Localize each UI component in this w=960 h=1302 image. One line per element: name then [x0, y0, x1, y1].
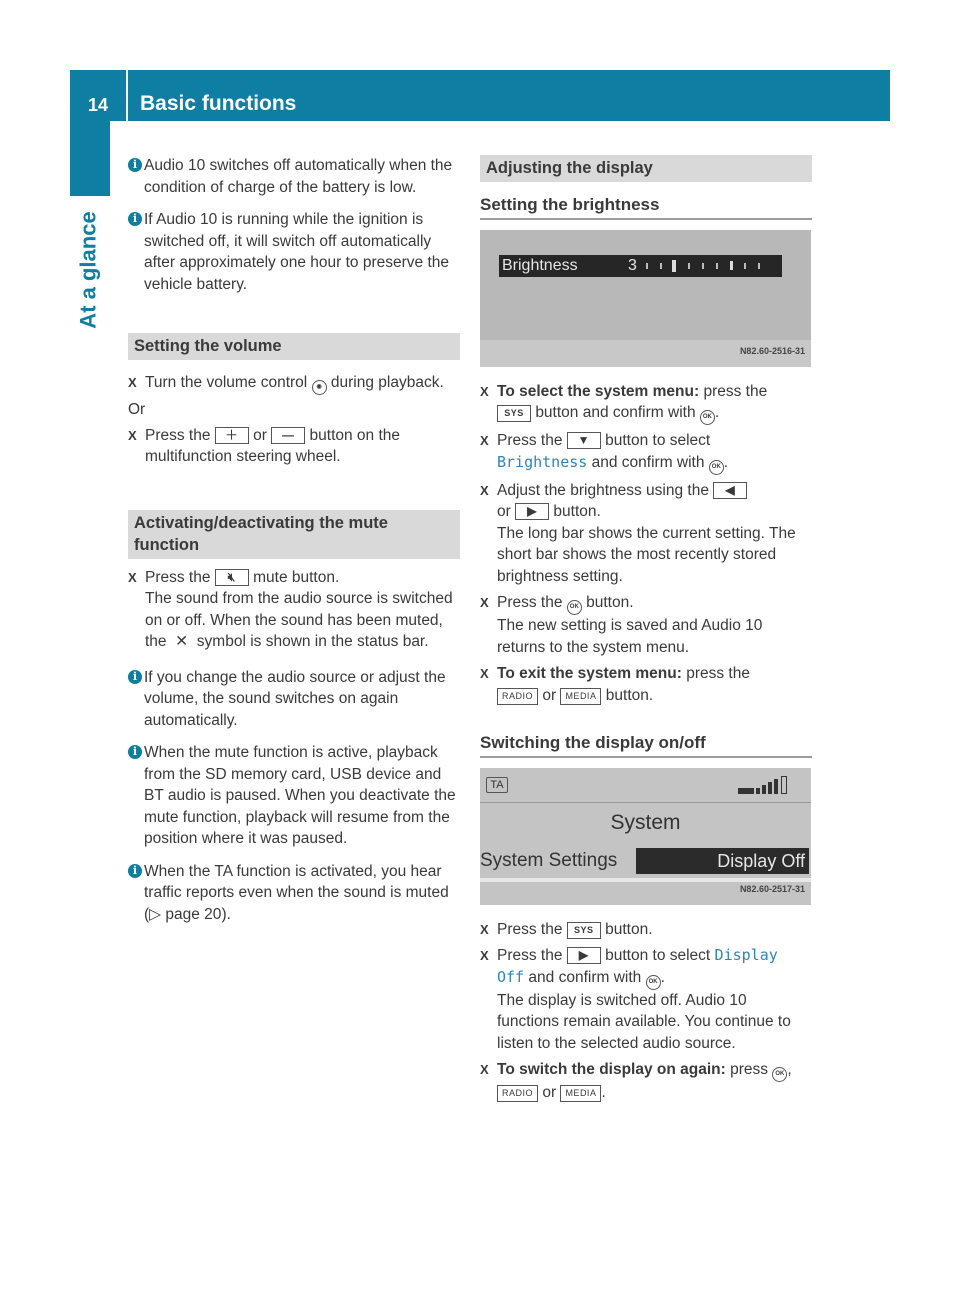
subheading-brightness: Setting the brightness: [480, 194, 812, 220]
step-arrow-icon: X: [480, 921, 489, 937]
step-item: X To exit the system menu: press the RADIO or MEDIA button.: [480, 665, 750, 704]
plus-button-icon: ＋: [215, 427, 249, 444]
volume-control-icon: ◉: [312, 380, 327, 395]
step-arrow-icon: X: [480, 383, 489, 399]
brightness-label: Brightness: [502, 256, 578, 274]
info-icon: i: [128, 670, 142, 684]
sidebar-tab: [70, 121, 110, 196]
page-reference-link[interactable]: ▷ page 20: [149, 905, 222, 923]
mute-button-icon: 🔇︎: [215, 569, 249, 586]
step-arrow-icon: X: [480, 1062, 489, 1077]
or-label: Or: [128, 401, 146, 418]
header-divider: [126, 70, 128, 121]
step-item: X Press the ▼ button to select Brightness and confirm with OK .: [480, 430, 812, 475]
ok-button-icon: OK: [709, 460, 724, 475]
right-button-icon: ▶: [515, 503, 549, 520]
info-icon: i: [128, 212, 142, 226]
step-arrow-icon: X: [480, 482, 489, 498]
right-button-icon: ▶: [567, 947, 601, 964]
step-arrow-icon: X: [128, 427, 137, 443]
step-item: X Press the OK button. The new setting is saved and Audio 10 returns to the system menu.: [480, 594, 763, 656]
section-heading-volume: Setting the volume: [128, 333, 460, 360]
step-arrow-icon: X: [128, 375, 137, 390]
minus-button-icon: —: [271, 427, 305, 444]
step-arrow-icon: X: [480, 595, 489, 610]
step-item: X Adjust the brightness using the ◀ or ▶ button. The long bar shows the current setting. The short bar shows the most recently stored brightness setting.: [480, 481, 796, 585]
brightness-value: 3: [628, 256, 637, 274]
signal-strength-icon: [738, 774, 808, 796]
info-note: i When the mute function is active, playback from the SD memory card, USB device and BT audio is paused. When you deactivate the mute function, playback will resume from the position where it was paused.: [128, 742, 460, 850]
radio-button-icon: RADIO: [497, 688, 538, 705]
section-heading-display: Adjusting the display: [480, 155, 812, 182]
step-item: X To select the system menu: press the SYS button and confirm with OK .: [480, 381, 812, 426]
step-item: X Press the SYS button.: [480, 919, 812, 941]
ta-indicator: TA: [486, 777, 508, 793]
step-arrow-icon: X: [480, 433, 489, 448]
info-note: i If you change the audio source or adjust the volume, the sound switches on again automatically.: [128, 667, 460, 732]
display-off-item: Display Off: [636, 848, 809, 874]
system-settings-item: System Settings: [480, 849, 618, 871]
menu-item-display-off: Display Off: [497, 946, 778, 986]
step-arrow-icon: X: [480, 948, 489, 963]
info-icon: i: [128, 745, 142, 759]
left-button-icon: ◀: [713, 482, 747, 499]
section-heading-mute: Activating/deactivating the mute function: [128, 510, 460, 559]
page-header: [70, 70, 890, 121]
step-arrow-icon: X: [480, 666, 489, 681]
brightness-stored-bar: [730, 261, 733, 270]
step-item: X Press the ▶ button to select Display Off and confirm with OK . The display is switched off. Audio 10 functions remain available. You continue to listen to the selected audio source.: [480, 946, 791, 1052]
step-item: X Press the 🔇︎ mute button. The sound from the audio source is switched on or off. When the sound has been muted, the ✕ symbol is shown in the status bar.: [128, 568, 453, 650]
image-caption: N82.60-2516-31: [739, 346, 805, 356]
down-button-icon: ▼: [567, 432, 601, 449]
brightness-current-bar: [672, 260, 676, 272]
step-item: X Turn the volume control ◉ during playback.: [128, 372, 460, 395]
page-title: Basic functions: [140, 92, 297, 115]
info-icon: i: [128, 158, 142, 172]
subheading-display-onoff: Switching the display on/off: [480, 732, 812, 758]
info-icon: i: [128, 864, 142, 878]
brightness-scale: [646, 260, 776, 272]
menu-item-brightness: Brightness: [497, 452, 588, 471]
ok-button-icon: OK: [772, 1067, 787, 1082]
info-note: i When the TA function is activated, you hear traffic reports even when the sound is muted (▷ page 20).: [128, 861, 460, 926]
step-item: X To switch the display on again: press OK , RADIO or MEDIA .: [480, 1061, 792, 1101]
page-number: 14: [87, 95, 109, 115]
brightness-screen-image: [480, 230, 811, 367]
radio-button-icon: RADIO: [497, 1085, 538, 1102]
mute-symbol-icon: ✕: [170, 633, 193, 650]
ok-button-icon: OK: [567, 600, 582, 615]
media-button-icon: MEDIA: [560, 688, 601, 705]
screen-title: System: [610, 810, 681, 834]
system-screen-image: [480, 768, 811, 905]
info-note: i If Audio 10 is running while the ignition is switched off, it will switch off automatically after approximately one hour to preserve the vehicle battery.: [128, 209, 460, 295]
ok-button-icon: OK: [700, 410, 715, 425]
image-caption: N82.60-2517-31: [739, 884, 805, 894]
left-column: [128, 155, 460, 936]
ok-button-icon: OK: [646, 975, 661, 990]
step-arrow-icon: X: [128, 569, 137, 585]
step-item: X Press the ＋ or — button on the multifunction steering wheel.: [128, 426, 401, 465]
media-button-icon: MEDIA: [560, 1085, 601, 1102]
info-note: i Audio 10 switches off automatically when the condition of charge of the battery is low.: [128, 155, 460, 198]
right-column: [480, 155, 812, 1104]
sys-button-icon: SYS: [497, 405, 531, 422]
sys-button-icon: SYS: [567, 922, 601, 939]
sidebar-label: At a glance: [75, 211, 101, 329]
